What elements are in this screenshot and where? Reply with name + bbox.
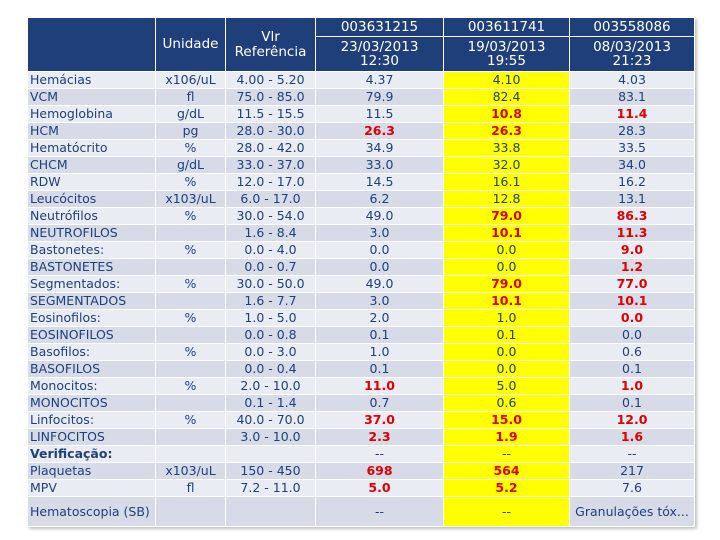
row-value-sample-3: 4.03 [570,72,695,89]
header-sample-id-1: 003631215 [316,18,444,37]
header-unit: Unidade [156,18,226,72]
row-reference-range: 0.0 - 0.8 [226,327,316,344]
table-row [28,191,695,208]
row-unit [156,361,226,378]
row-value-sample-3: 13.1 [570,191,695,208]
row-reference-range: 0.0 - 0.7 [226,259,316,276]
row-value-sample-3: 1.0 [570,378,695,395]
table-row [28,361,695,378]
row-unit: % [156,378,226,395]
row-reference-range: 1.6 - 7.7 [226,293,316,310]
row-value-sample-2: 10.8 [444,106,570,123]
row-unit [156,327,226,344]
row-parameter-name: Basofilos: [28,344,156,361]
table-row [28,327,695,344]
row-value-sample-1: 2.0 [316,310,444,327]
row-value-sample-2: 0.1 [444,327,570,344]
row-value-sample-3: Granulações tóx... [570,497,695,527]
row-parameter-name: Hemoglobina [28,106,156,123]
row-parameter-name: Verificação: [28,446,156,463]
table-row [28,276,695,293]
row-value-sample-2: 5.0 [444,378,570,395]
row-reference-range: 28.0 - 42.0 [226,140,316,157]
table-row [28,72,695,89]
row-value-sample-3: 28.3 [570,123,695,140]
row-reference-range [226,446,316,463]
header-sample-datetime-3 [570,37,695,72]
row-value-sample-2: 1.0 [444,310,570,327]
row-parameter-name: EOSINOFILOS [28,327,156,344]
table-row [28,123,695,140]
row-value-sample-1: 37.0 [316,412,444,429]
row-value-sample-2: 4.10 [444,72,570,89]
table-row [28,378,695,395]
table-row [28,395,695,412]
row-parameter-name: BASOFILOS [28,361,156,378]
row-unit: % [156,242,226,259]
row-value-sample-2: 10.1 [444,225,570,242]
row-reference-range: 33.0 - 37.0 [226,157,316,174]
row-reference-range: 11.5 - 15.5 [226,106,316,123]
row-value-sample-1: 0.0 [316,259,444,276]
row-parameter-name: Eosinofilos: [28,310,156,327]
row-value-sample-3: -- [570,446,695,463]
row-reference-range: 3.0 - 10.0 [226,429,316,446]
header-date-1: 23/03/2013 [340,38,419,55]
row-value-sample-3: 0.1 [570,395,695,412]
table-row [28,463,695,480]
header-corner-cell [28,18,156,72]
table-row [28,480,695,497]
row-parameter-name: VCM [28,89,156,106]
row-value-sample-1: 0.7 [316,395,444,412]
row-reference-range: 6.0 - 17.0 [226,191,316,208]
row-value-sample-3: 86.3 [570,208,695,225]
header-time-3: 21:23 [612,53,652,69]
row-value-sample-3: 7.6 [570,480,695,497]
row-reference-range: 1.6 - 8.4 [226,225,316,242]
row-parameter-name: Neutrófilos [28,208,156,225]
row-unit [156,259,226,276]
row-value-sample-1: 0.0 [316,242,444,259]
row-unit: x103/uL [156,463,226,480]
header-date-2: 19/03/2013 [467,38,546,55]
row-parameter-name: SEGMENTADOS [28,293,156,310]
row-unit: x106/uL [156,72,226,89]
header-reference [226,18,316,72]
header-date-3: 08/03/2013 [593,38,671,55]
row-value-sample-2: 564 [444,463,570,480]
table-row [28,293,695,310]
table-row [28,344,695,361]
row-reference-range: 30.0 - 50.0 [226,276,316,293]
row-value-sample-2: 15.0 [444,412,570,429]
table-row [28,225,695,242]
row-value-sample-2: 1.9 [444,429,570,446]
header-sample-datetime-2 [444,37,570,72]
row-parameter-name: NEUTROFILOS [28,225,156,242]
row-parameter-name: Leucócitos [28,191,156,208]
row-parameter-name: Segmentados: [28,276,156,293]
row-unit: fl [156,89,226,106]
row-value-sample-3: 9.0 [570,242,695,259]
row-reference-range: 28.0 - 30.0 [226,123,316,140]
row-value-sample-2: 32.0 [444,157,570,174]
table-row [28,242,695,259]
row-reference-range: 0.1 - 1.4 [226,395,316,412]
row-value-sample-1: 11.0 [316,378,444,395]
row-unit: % [156,140,226,157]
header-sample-datetime-1 [316,37,444,72]
row-value-sample-2: 0.0 [444,259,570,276]
row-value-sample-3: 0.0 [570,310,695,327]
row-parameter-name: RDW [28,174,156,191]
table-row [28,497,695,527]
row-parameter-name: Hemácias [28,72,156,89]
row-value-sample-2: 10.1 [444,293,570,310]
row-parameter-name: Linfocitos: [28,412,156,429]
row-value-sample-2: 0.6 [444,395,570,412]
row-reference-range: 0.0 - 0.4 [226,361,316,378]
row-value-sample-1: -- [316,497,444,527]
header-time-1: 12:30 [360,53,399,69]
row-unit [156,446,226,463]
row-value-sample-3: 0.6 [570,344,695,361]
header-reference-line2: Referência [234,43,307,60]
row-value-sample-3: 33.5 [570,140,695,157]
row-value-sample-1: 11.5 [316,106,444,123]
row-unit: % [156,310,226,327]
row-value-sample-1: 5.0 [316,480,444,497]
row-reference-range: 12.0 - 17.0 [226,174,316,191]
row-value-sample-3: 11.3 [570,225,695,242]
row-reference-range: 4.00 - 5.20 [226,72,316,89]
row-parameter-name: Bastonetes: [28,242,156,259]
row-unit [156,225,226,242]
row-parameter-name: BASTONETES [28,259,156,276]
row-value-sample-1: 49.0 [316,276,444,293]
table-row [28,310,695,327]
row-reference-range [226,497,316,527]
row-unit: g/dL [156,157,226,174]
row-parameter-name: LINFOCITOS [28,429,156,446]
row-value-sample-1: 34.9 [316,140,444,157]
row-reference-range: 150 - 450 [226,463,316,480]
row-unit [156,497,226,527]
row-unit: % [156,208,226,225]
row-value-sample-1: 14.5 [316,174,444,191]
row-value-sample-1: 698 [316,463,444,480]
row-value-sample-2: 5.2 [444,480,570,497]
row-unit [156,293,226,310]
row-value-sample-2: -- [444,497,570,527]
row-unit: pg [156,123,226,140]
header-sample-id-3: 003558086 [570,18,695,37]
row-value-sample-1: 26.3 [316,123,444,140]
table-row [28,89,695,106]
row-value-sample-1: 0.1 [316,327,444,344]
row-value-sample-3: 12.0 [570,412,695,429]
row-value-sample-1: 1.0 [316,344,444,361]
row-value-sample-3: 10.1 [570,293,695,310]
table-row [28,174,695,191]
row-reference-range: 75.0 - 85.0 [226,89,316,106]
table-row [28,157,695,174]
row-value-sample-2: -- [444,446,570,463]
row-reference-range: 0.0 - 3.0 [226,344,316,361]
row-unit: g/dL [156,106,226,123]
row-value-sample-3: 83.1 [570,89,695,106]
row-parameter-name: MPV [28,480,156,497]
row-value-sample-1: 2.3 [316,429,444,446]
row-parameter-name: Hematócrito [28,140,156,157]
row-value-sample-3: 16.2 [570,174,695,191]
table-row [28,429,695,446]
row-reference-range: 1.0 - 5.0 [226,310,316,327]
row-value-sample-1: 3.0 [316,225,444,242]
row-value-sample-2: 79.0 [444,276,570,293]
lab-results-table [27,17,695,527]
row-value-sample-3: 0.1 [570,361,695,378]
row-value-sample-1: -- [316,446,444,463]
header-time-2: 19:55 [487,53,526,69]
row-parameter-name: CHCM [28,157,156,174]
row-value-sample-2: 82.4 [444,89,570,106]
row-unit [156,395,226,412]
row-parameter-name: MONOCITOS [28,395,156,412]
row-value-sample-3: 217 [570,463,695,480]
row-value-sample-3: 0.0 [570,327,695,344]
row-unit: x103/uL [156,191,226,208]
row-value-sample-3: 77.0 [570,276,695,293]
row-parameter-name: Plaquetas [28,463,156,480]
row-reference-range: 0.0 - 4.0 [226,242,316,259]
row-value-sample-1: 3.0 [316,293,444,310]
table-row [28,412,695,429]
table-row [28,446,695,463]
row-value-sample-2: 0.0 [444,361,570,378]
row-unit: % [156,412,226,429]
header-reference-line1: Vlr [261,29,280,46]
row-value-sample-1: 0.1 [316,361,444,378]
header-sample-id-2: 003611741 [444,18,570,37]
table-row [28,259,695,276]
row-unit: % [156,174,226,191]
table-row [28,208,695,225]
row-parameter-name: HCM [28,123,156,140]
row-value-sample-3: 1.6 [570,429,695,446]
row-value-sample-2: 0.0 [444,242,570,259]
row-value-sample-2: 26.3 [444,123,570,140]
row-value-sample-3: 1.2 [570,259,695,276]
row-parameter-name: Monocitos: [28,378,156,395]
row-value-sample-1: 6.2 [316,191,444,208]
row-value-sample-2: 33.8 [444,140,570,157]
row-value-sample-2: 16.1 [444,174,570,191]
row-unit: fl [156,480,226,497]
row-value-sample-1: 4.37 [316,72,444,89]
row-unit: % [156,276,226,293]
row-reference-range: 2.0 - 10.0 [226,378,316,395]
row-value-sample-1: 79.9 [316,89,444,106]
table-body [28,72,695,527]
row-parameter-name: Hematoscopia (SB) [28,497,156,527]
table-row [28,106,695,123]
row-value-sample-3: 34.0 [570,157,695,174]
row-value-sample-1: 33.0 [316,157,444,174]
row-value-sample-2: 0.0 [444,344,570,361]
row-value-sample-1: 49.0 [316,208,444,225]
row-unit: % [156,344,226,361]
row-value-sample-2: 79.0 [444,208,570,225]
row-unit [156,429,226,446]
table-row [28,140,695,157]
row-reference-range: 7.2 - 11.0 [226,480,316,497]
row-reference-range: 40.0 - 70.0 [226,412,316,429]
row-value-sample-3: 11.4 [570,106,695,123]
row-reference-range: 30.0 - 54.0 [226,208,316,225]
row-value-sample-2: 12.8 [444,191,570,208]
